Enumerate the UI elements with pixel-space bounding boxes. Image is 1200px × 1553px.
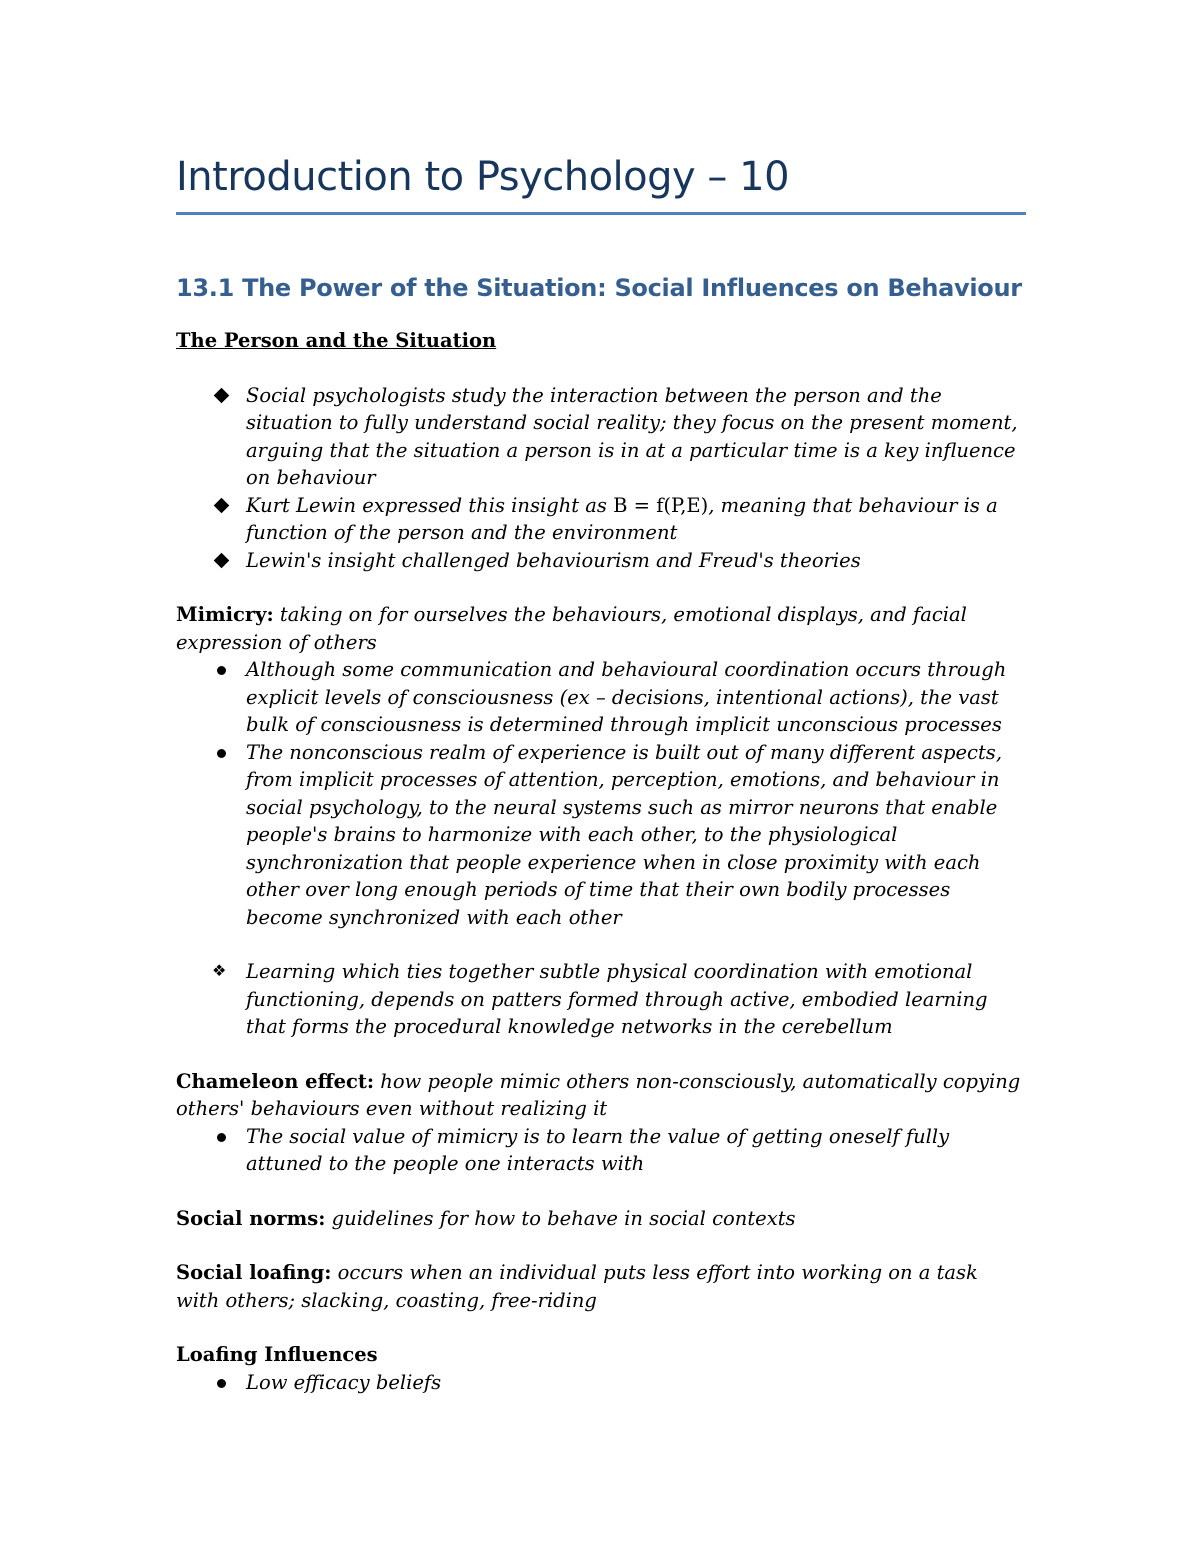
social-norms-definition [176, 1205, 1026, 1233]
list-item-text: The social value of mimicry is to learn the value of getting oneself fully attuned to the people one interacts with [246, 1124, 950, 1175]
bullet-icon [217, 1133, 226, 1142]
bullet-icon [217, 749, 226, 758]
loafing-influences-heading: Loafing Influences [176, 1343, 378, 1366]
diamond-bullet-icon [214, 552, 230, 568]
loafing-influences-list [176, 1369, 1026, 1397]
list-item-text: Learning which ties together subtle physical coordination with emotional functioning, depends on patters formed through active, embodied learning that forms the procedural knowledge networks in the cerebellum [246, 960, 988, 1038]
chameleon-definition [176, 1068, 1026, 1123]
list-item [176, 958, 1026, 1041]
list-item-text: The nonconscious realm of experience is built out of many different aspects, from implicit processes of attention, perception, emotions, and behaviour in social psychology, to the neural systems such as mirror neurons that enable people's brains to harmonize with each other, to the physiological synchronization that people experience when in close proximity with each other over long enough periods of time that their own bodily processes become synchronized with each other [246, 740, 1003, 929]
mimicry-sub-list [176, 958, 1026, 1041]
person-situation-section [176, 327, 1026, 1396]
term: Social loafing: [176, 1261, 332, 1284]
diamond-bullet-icon [214, 497, 230, 513]
social-loafing-definition [176, 1259, 1026, 1314]
definition: taking on for ourselves the behaviours, emotional displays, and facial expression of others [176, 603, 967, 654]
list-item-text: Although some communication and behavioural coordination occurs through explicit levels of consciousness (ex – decisions, intentional actions), the vast bulk of consciousness is determined through implicit unconscious processes [246, 658, 1007, 736]
bullet-icon [217, 1379, 226, 1388]
definition: guidelines for how to behave in social contexts [325, 1206, 796, 1230]
list-item-text: Kurt Lewin expressed this insight as [246, 493, 614, 517]
list-item [176, 547, 1026, 575]
section-heading: 13.1 The Power of the Situation: Social Influences on Behaviour [176, 274, 1022, 302]
term: Mimicry: [176, 603, 274, 626]
mimicry-definition [176, 601, 1026, 656]
list-item [176, 492, 1026, 547]
formula: B = f(P,E) [613, 493, 709, 517]
term: Chameleon effect: [176, 1069, 375, 1093]
list-item [176, 382, 1026, 492]
list-item [176, 739, 1026, 932]
document-title: Introduction to Psychology – 10 [176, 148, 1026, 215]
four-diamond-bullet-icon: ❖ [212, 961, 227, 980]
bullet-icon [217, 666, 226, 675]
list-item [176, 1123, 1026, 1178]
diamond-bullet-icon [214, 387, 230, 403]
mimicry-list [176, 656, 1026, 931]
term: Social norms: [176, 1206, 326, 1230]
person-situation-list [176, 382, 1026, 575]
list-item-text: Low efficacy beliefs [246, 1370, 442, 1394]
definition: how people mimic others non-consciously, automatically copying others' behaviours even without realizing it [176, 1069, 1021, 1120]
list-item [176, 656, 1026, 739]
list-item-text: Lewin's insight challenged behaviourism and Freud's theories [246, 548, 861, 572]
list-item-text: Social psychologists study the interaction between the person and the situation to fully understand social reality; they focus on the present moment, arguing that the situation a person is in at a particular time is a key influence on behaviour [246, 383, 1018, 489]
person-situation-heading: The Person and the Situation [176, 329, 497, 352]
document-content [176, 148, 1026, 1396]
list-item-text: , meaning that behaviour is a function of the person and the environment [246, 493, 998, 544]
list-item [176, 1369, 1026, 1397]
definition: occurs when an individual puts less effort into working on a task with others; slacking, coasting, free-riding [176, 1261, 978, 1312]
chameleon-list [176, 1123, 1026, 1178]
